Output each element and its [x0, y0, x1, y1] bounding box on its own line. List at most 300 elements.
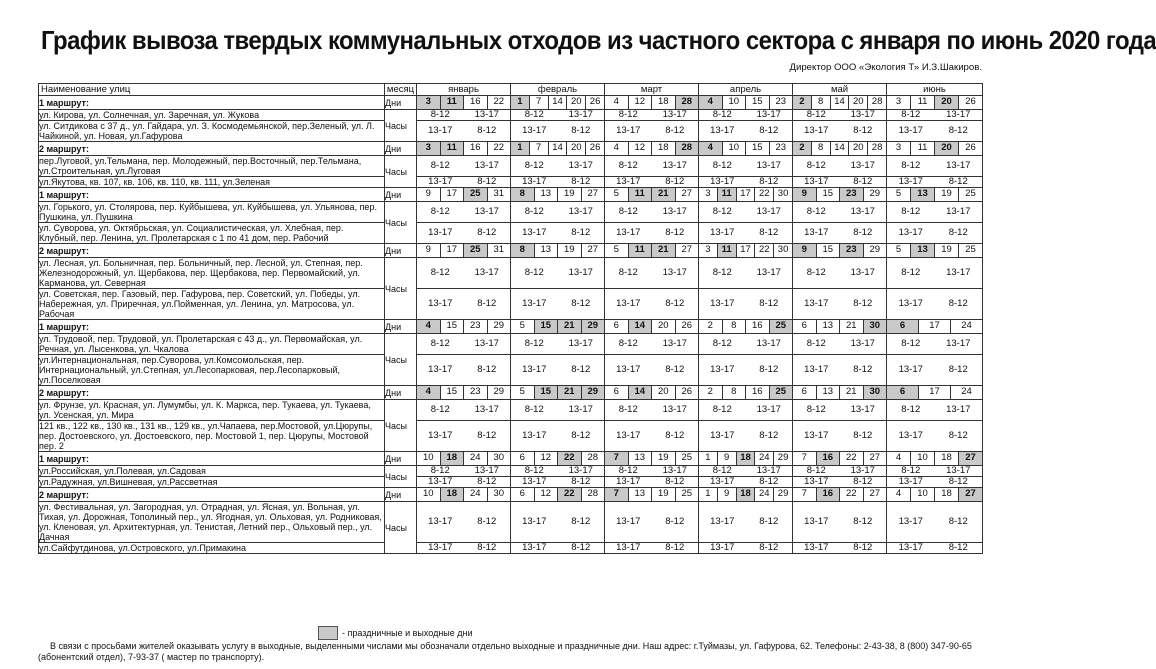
month-dates-cell	[793, 188, 887, 202]
hours-value: 8-12	[571, 364, 591, 375]
route-days-row	[39, 244, 983, 258]
month-hours-cell	[793, 421, 887, 452]
street-list: ул. Фестивальная, ул. Загородная, ул. Отрадная, ул. Ясная, ул. Вольная, ул. Тихая, ул. Дорожная, Тополиный пер., ул. Ягодная, ул. Ольховая, ул. Родниковая, ул. Кленовая, ул. Архитектурная, ул. Тенистая, Летний пер., Ольховый пер., ул. Дачная	[39, 502, 385, 543]
street-list: ул.Сайфутдинова, ул.Островского, ул.Примакина	[39, 543, 385, 554]
hours-pair	[793, 110, 886, 120]
month-header: апрель	[699, 84, 793, 96]
hours-pair	[699, 405, 792, 415]
hours-value: 13-17	[710, 227, 735, 238]
date-list	[605, 488, 698, 501]
date-list	[699, 188, 792, 201]
month-dates-cell	[417, 452, 511, 466]
hours-pair	[699, 431, 792, 441]
hours-pair	[511, 477, 604, 487]
hours-value: 8-12	[806, 109, 826, 120]
pickup-date: 11	[911, 142, 935, 155]
month-hours-cell	[417, 156, 511, 177]
hours-value: 13-17	[616, 476, 641, 487]
month-header: январь	[417, 84, 511, 96]
pickup-date: 14	[549, 142, 568, 155]
hours-value: 13-17	[946, 338, 971, 349]
hours-value: 8-12	[665, 125, 685, 136]
pickup-date: 5	[605, 244, 629, 257]
date-list	[605, 320, 698, 333]
month-dates-cell	[511, 244, 605, 258]
hours-value: 8-12	[712, 465, 732, 476]
month-dates-cell	[417, 488, 511, 502]
hours-pair	[511, 299, 604, 309]
pickup-date: 21	[840, 320, 864, 333]
month-hours-cell	[511, 121, 605, 142]
date-list	[793, 320, 886, 333]
month-hours-cell	[511, 477, 605, 488]
month-dates-cell	[887, 488, 983, 502]
hours-value: 13-17	[756, 160, 781, 171]
pickup-date: 19	[652, 488, 676, 501]
hours-value: 13-17	[474, 160, 499, 171]
hours-value: 8-12	[524, 465, 544, 476]
date-list	[605, 386, 698, 399]
pickup-date: 10	[417, 452, 441, 465]
hours-value: 8-12	[618, 404, 638, 415]
hours-pair	[887, 517, 982, 527]
hours-pair	[511, 466, 604, 476]
hours-value: 13-17	[522, 430, 547, 441]
pickup-date: 15	[817, 244, 841, 257]
hours-value: 13-17	[616, 176, 641, 187]
hours-value: 8-12	[948, 176, 968, 187]
legend	[318, 626, 473, 640]
holiday-date: 4	[417, 320, 441, 333]
pickup-date: 31	[493, 188, 505, 199]
holiday-date: 2	[793, 96, 812, 109]
hours-pair	[417, 543, 510, 553]
hours-label: Часы	[385, 202, 417, 244]
hours-pair	[605, 405, 698, 415]
hours-pair	[699, 228, 792, 238]
holiday-date: 3	[417, 142, 441, 155]
pickup-date: 22	[493, 96, 505, 107]
pickup-date: 16	[464, 142, 488, 155]
hours-label: Часы	[385, 110, 417, 142]
hours-value: 8-12	[901, 109, 921, 120]
month-hours-cell	[793, 110, 887, 121]
pickup-date: 5	[511, 320, 535, 333]
pickup-date: 27	[587, 188, 599, 199]
month-hours-cell	[417, 223, 511, 244]
hours-value: 13-17	[946, 206, 971, 217]
holiday-date: 28	[676, 96, 699, 109]
pickup-date: 8	[812, 142, 831, 155]
holiday-date: 8	[511, 188, 535, 201]
hours-pair	[511, 365, 604, 375]
pickup-date: 24	[961, 320, 972, 331]
pickup-date: 13	[817, 320, 841, 333]
hours-pair	[793, 466, 886, 476]
days-label: Дни	[385, 188, 417, 202]
street-row	[39, 543, 983, 554]
hours-value: 13-17	[804, 227, 829, 238]
route-days-row	[39, 386, 983, 400]
hours-value: 8-12	[759, 476, 779, 487]
street-list: ул. Советская, пер. Газовый, пер. Гафурова, пер. Советский, ул. Победы, ул. Набережная, ул. Приречная, ул.Пойменная, ул. Ленина, ул. Матросова, ул. Рабочая	[39, 289, 385, 320]
hours-pair	[417, 207, 510, 217]
street-list: ул. Трудовой, пер. Трудовой, ул. Пролетарская с 43 д., ул. Первомайская, ул. Речная, ул. Лысенкова, ул. Чкалова	[39, 334, 385, 355]
hours-value: 8-12	[430, 404, 450, 415]
hours-pair	[417, 228, 510, 238]
street-row	[39, 223, 983, 244]
pickup-date: 7	[793, 488, 817, 501]
hours-pair	[605, 110, 698, 120]
street-row	[39, 477, 983, 488]
hours-value: 8-12	[901, 160, 921, 171]
hours-value: 8-12	[901, 465, 921, 476]
hours-value: 8-12	[948, 227, 968, 238]
hours-pair	[511, 177, 604, 187]
pickup-date: 15	[441, 320, 465, 333]
pickup-date: 19	[935, 188, 959, 201]
footer-line-1: В связи с просьбами жителей оказывать услугу в выходные, выделенными числами мы обозначали отдельно выходные и праздничные дни. Наш адрес: г.Туймазы, ул. Гафурова, 62. Телефоны: 2-43-38, 8 (800) 347-90-65	[50, 641, 972, 651]
month-hours-cell	[605, 156, 699, 177]
month-hours-cell	[699, 110, 793, 121]
month-dates-cell	[605, 488, 699, 502]
pickup-date: 6	[793, 320, 817, 333]
month-hours-cell	[511, 466, 605, 477]
pickup-date: 14	[831, 142, 850, 155]
month-hours-cell	[793, 334, 887, 355]
hours-pair	[417, 466, 510, 476]
holiday-date: 28	[676, 142, 699, 155]
date-list	[793, 488, 886, 501]
month-hours-cell	[887, 258, 983, 289]
holiday-date: 23	[840, 244, 864, 257]
hours-value: 8-12	[571, 430, 591, 441]
month-hours-cell	[887, 202, 983, 223]
hours-pair	[793, 207, 886, 217]
hours-value: 8-12	[477, 364, 497, 375]
pickup-date: 9	[417, 244, 441, 257]
pickup-date: 12	[535, 488, 559, 501]
days-label: Дни	[385, 386, 417, 400]
month-header: февраль	[511, 84, 605, 96]
pickup-date: 28	[871, 96, 883, 107]
month-dates-cell	[605, 96, 699, 110]
hours-pair	[887, 543, 982, 553]
month-hours-cell	[793, 477, 887, 488]
hours-value: 8-12	[853, 516, 873, 527]
hours-pair	[511, 268, 604, 278]
hours-value: 8-12	[759, 516, 779, 527]
pickup-date: 9	[718, 488, 737, 501]
month-hours-cell	[887, 289, 983, 320]
hours-value: 13-17	[804, 364, 829, 375]
month-dates-cell	[699, 452, 793, 466]
month-hours-cell	[417, 258, 511, 289]
pickup-date: 28	[587, 452, 599, 463]
month-hours-cell	[699, 289, 793, 320]
hours-pair	[511, 431, 604, 441]
hours-value: 13-17	[616, 298, 641, 309]
month-hours-cell	[417, 502, 511, 543]
month-hours-cell	[699, 223, 793, 244]
hours-value: 13-17	[474, 465, 499, 476]
month-dates-cell	[793, 488, 887, 502]
month-dates-cell	[605, 142, 699, 156]
date-list	[699, 244, 792, 257]
pickup-date: 12	[535, 452, 559, 465]
date-list	[887, 142, 982, 155]
street-list: 121 кв., 122 кв., 130 кв., 131 кв., 129 кв., ул.Чапаева, пер.Мостовой, ул.Цюрупы, пер. Достоевского, ул. Достоевского, пер. Мостовой 1, пер. Цюрупы, Мостовой пер. 2	[39, 421, 385, 452]
month-hours-cell	[699, 202, 793, 223]
street-row	[39, 421, 983, 452]
hours-value: 13-17	[850, 109, 875, 120]
hours-value: 8-12	[806, 465, 826, 476]
hours-value: 8-12	[853, 298, 873, 309]
month-hours-cell	[511, 502, 605, 543]
holiday-date: 21	[558, 320, 582, 333]
month-hours-cell	[511, 223, 605, 244]
hours-value: 8-12	[571, 542, 591, 553]
pickup-date: 13	[535, 188, 559, 201]
month-hours-cell	[605, 477, 699, 488]
street-list: ул.Российская, ул.Полевая, ул.Садовая	[39, 466, 385, 477]
pickup-date: 5	[887, 188, 911, 201]
hours-value: 8-12	[430, 465, 450, 476]
holiday-date: 1	[511, 142, 530, 155]
hours-value: 8-12	[901, 338, 921, 349]
pickup-date: 30	[493, 488, 505, 499]
hours-value: 13-17	[756, 338, 781, 349]
days-label: Дни	[385, 488, 417, 502]
holiday-date: 14	[629, 320, 653, 333]
holiday-date: 4	[417, 386, 441, 399]
footer-line-2: (абонентский отдел), 7-93-37 ( мастер по транспорту).	[38, 652, 265, 662]
holiday-date: 27	[959, 488, 982, 501]
month-hours-cell	[605, 466, 699, 477]
hours-value: 8-12	[901, 404, 921, 415]
pickup-date: 26	[681, 320, 693, 331]
hours-value: 13-17	[710, 430, 735, 441]
days-label: Дни	[385, 320, 417, 334]
hours-value: 13-17	[522, 476, 547, 487]
month-hours-cell	[699, 121, 793, 142]
hours-pair	[605, 126, 698, 136]
hours-value: 8-12	[430, 338, 450, 349]
hours-value: 8-12	[665, 364, 685, 375]
month-hours-cell	[793, 156, 887, 177]
holiday-date: 25	[770, 386, 793, 399]
month-dates-cell	[699, 188, 793, 202]
hours-pair	[511, 207, 604, 217]
hours-value: 8-12	[948, 516, 968, 527]
hours-pair	[699, 339, 792, 349]
pickup-date: 20	[652, 386, 676, 399]
pickup-date: 13	[817, 386, 841, 399]
hours-pair	[887, 161, 982, 171]
hours-pair	[605, 365, 698, 375]
holiday-date: 7	[605, 488, 629, 501]
hours-value: 13-17	[804, 476, 829, 487]
month-dates-cell	[699, 320, 793, 334]
date-list	[887, 320, 982, 333]
holiday-date: 16	[817, 488, 841, 501]
pickup-date: 1	[699, 452, 718, 465]
hours-value: 13-17	[710, 542, 735, 553]
month-hours-cell	[793, 543, 887, 554]
holiday-date: 8	[511, 244, 535, 257]
holiday-date: 4	[699, 142, 723, 155]
hours-value: 13-17	[946, 160, 971, 171]
pickup-date: 12	[629, 142, 653, 155]
hours-pair	[417, 477, 510, 487]
hours-value: 13-17	[898, 476, 923, 487]
hours-value: 13-17	[662, 206, 687, 217]
hours-value: 13-17	[662, 109, 687, 120]
hours-value: 13-17	[522, 516, 547, 527]
holiday-date: 20	[935, 96, 959, 109]
pickup-date: 7	[530, 96, 549, 109]
month-hours-cell	[699, 543, 793, 554]
hours-pair	[417, 177, 510, 187]
pickup-date: 13	[535, 244, 559, 257]
hours-pair	[417, 405, 510, 415]
hours-value: 8-12	[524, 404, 544, 415]
hours-value: 8-12	[618, 338, 638, 349]
hours-value: 8-12	[759, 364, 779, 375]
date-list	[417, 188, 510, 201]
hours-value: 13-17	[616, 430, 641, 441]
hours-pair	[887, 228, 982, 238]
hours-value: 13-17	[474, 267, 499, 278]
month-hours-cell	[887, 400, 983, 421]
hours-value: 8-12	[759, 176, 779, 187]
hours-pair	[699, 177, 792, 187]
hours-value: 13-17	[568, 206, 593, 217]
hours-value: 13-17	[898, 298, 923, 309]
holiday-date: 30	[864, 386, 887, 399]
hours-value: 13-17	[898, 516, 923, 527]
pickup-date: 29	[869, 188, 881, 199]
date-list	[605, 188, 698, 201]
pickup-date: 20	[567, 96, 586, 109]
date-list	[699, 488, 792, 501]
month-hours-cell	[605, 400, 699, 421]
month-hours-cell	[511, 202, 605, 223]
pickup-date: 6	[793, 386, 817, 399]
hours-value: 13-17	[474, 109, 499, 120]
director-signature: Директор ООО «Экология Т» И.З.Шакиров.	[789, 62, 982, 73]
holiday-date: 18	[441, 488, 465, 501]
hours-value: 8-12	[948, 476, 968, 487]
month-hours-cell	[605, 543, 699, 554]
holiday-swatch	[318, 626, 338, 640]
hours-value: 8-12	[853, 542, 873, 553]
date-list	[699, 386, 792, 399]
hours-value: 8-12	[524, 206, 544, 217]
pickup-date: 8	[723, 386, 747, 399]
pickup-date: 11	[911, 96, 935, 109]
pickup-date: 17	[441, 188, 465, 201]
hours-value: 13-17	[898, 364, 923, 375]
hours-value: 13-17	[662, 338, 687, 349]
hours-value: 13-17	[946, 404, 971, 415]
month-dates-cell	[417, 96, 511, 110]
hours-value: 13-17	[804, 516, 829, 527]
hours-pair	[699, 365, 792, 375]
pickup-date: 26	[589, 142, 601, 153]
pickup-date: 19	[652, 452, 676, 465]
street-list: ул. Суворова, ул. Октябрьская, ул. Социалистическая, ул. Хлебная, пер. Клубный, пер. Ленина, ул. Пролетарская с 1 по 41 дом, пер. Рабочий	[39, 223, 385, 244]
pickup-date: 6	[511, 452, 535, 465]
hours-pair	[887, 339, 982, 349]
month-hours-cell	[605, 223, 699, 244]
month-dates-cell	[417, 244, 511, 258]
date-list	[511, 96, 604, 109]
pickup-date: 3	[887, 142, 911, 155]
hours-value: 13-17	[522, 176, 547, 187]
pickup-date: 24	[464, 452, 488, 465]
hours-value: 8-12	[477, 298, 497, 309]
hours-value: 13-17	[804, 542, 829, 553]
month-header: май	[793, 84, 887, 96]
pickup-date: 24	[755, 488, 774, 501]
hours-pair	[605, 268, 698, 278]
holiday-date: 20	[935, 142, 959, 155]
hours-value: 13-17	[850, 338, 875, 349]
route-days-row	[39, 188, 983, 202]
hours-value: 13-17	[474, 206, 499, 217]
pickup-date: 5	[511, 386, 535, 399]
hours-value: 8-12	[712, 338, 732, 349]
street-list: пер.Луговой, ул.Тельмана, пер. Молодежный, пер.Восточный, пер.Тельмана, ул.Строительная, ул.Луговая	[39, 156, 385, 177]
pickup-date: 14	[831, 96, 850, 109]
pickup-date: 22	[493, 142, 505, 153]
holiday-date: 22	[558, 452, 582, 465]
pickup-date: 29	[777, 488, 789, 499]
month-hours-cell	[793, 258, 887, 289]
pickup-date: 3	[699, 244, 718, 257]
month-hours-cell	[699, 355, 793, 386]
days-label: Дни	[385, 96, 417, 110]
hours-value: 8-12	[618, 109, 638, 120]
month-dates-cell	[511, 386, 605, 400]
holiday-date: 2	[793, 142, 812, 155]
street-list: ул. Ситдикова с 37 д., ул. Гайдара, ул. З. Космодемьянской, пер.Зеленый, ул. Л. Чайкиной, ул. Новая, ул.Гафурова	[39, 121, 385, 142]
pickup-date: 24	[464, 488, 488, 501]
pickup-date: 17	[919, 386, 951, 399]
hours-value: 13-17	[522, 227, 547, 238]
hours-label: Часы	[385, 156, 417, 188]
hours-pair	[699, 161, 792, 171]
month-hours-cell	[605, 289, 699, 320]
days-label: Дни	[385, 142, 417, 156]
pickup-date: 12	[629, 96, 653, 109]
hours-value: 8-12	[759, 125, 779, 136]
hours-value: 8-12	[665, 542, 685, 553]
hours-value: 13-17	[850, 206, 875, 217]
hours-value: 13-17	[756, 109, 781, 120]
month-hours-cell	[887, 502, 983, 543]
hours-value: 13-17	[522, 542, 547, 553]
hours-value: 8-12	[524, 160, 544, 171]
hours-pair	[793, 477, 886, 487]
hours-pair	[605, 517, 698, 527]
date-list	[417, 320, 510, 333]
hours-value: 8-12	[712, 404, 732, 415]
hours-pair	[793, 177, 886, 187]
month-column-header: месяц	[385, 84, 417, 96]
hours-value: 8-12	[759, 430, 779, 441]
